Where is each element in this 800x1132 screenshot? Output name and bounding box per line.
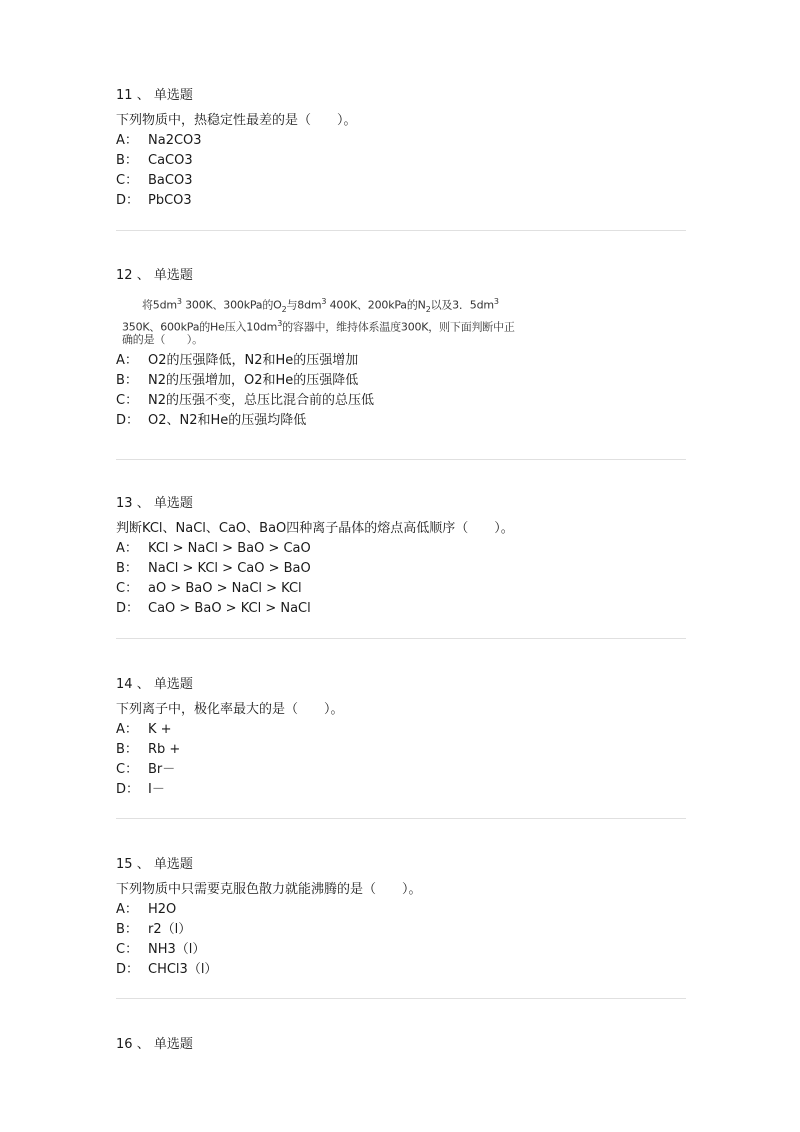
question-stem: 下列物质中只需要克服色散力就能沸腾的是（ ）。 bbox=[116, 882, 422, 897]
question-separator: 、 bbox=[136, 496, 150, 511]
option-d[interactable] bbox=[116, 960, 686, 980]
question-header bbox=[116, 86, 686, 106]
question-16 bbox=[116, 1035, 686, 1055]
option-text: NaCl > KCl > CaO > BaO bbox=[148, 561, 311, 576]
divider bbox=[116, 638, 686, 639]
question-13 bbox=[116, 494, 686, 619]
option-letter: C： bbox=[116, 581, 139, 596]
divider bbox=[116, 230, 686, 231]
option-text: PbCO3 bbox=[148, 193, 192, 208]
question-number: 15 bbox=[116, 857, 133, 872]
option-letter: D： bbox=[116, 782, 140, 797]
option-b[interactable] bbox=[116, 151, 686, 171]
option-text: N2的压强不变，总压比混合前的总压低 bbox=[148, 393, 374, 408]
option-b[interactable] bbox=[116, 371, 686, 391]
option-letter: D： bbox=[116, 962, 140, 977]
option-a[interactable] bbox=[116, 539, 686, 559]
divider bbox=[116, 459, 686, 460]
question-separator: 、 bbox=[136, 88, 150, 103]
option-letter: D： bbox=[116, 601, 140, 616]
option-text: KCl > NaCl > BaO > CaO bbox=[148, 541, 311, 556]
divider bbox=[116, 818, 686, 819]
question-header bbox=[116, 266, 686, 286]
question-separator: 、 bbox=[136, 857, 150, 872]
option-text: aO > BaO > NaCl > KCl bbox=[148, 581, 302, 596]
option-letter: C： bbox=[116, 942, 139, 957]
option-d[interactable] bbox=[116, 780, 686, 800]
question-stem: 判断KCl、NaCl、CaO、BaO四种离子晶体的熔点高低顺序（ ）。 bbox=[116, 521, 514, 536]
option-c[interactable] bbox=[116, 391, 686, 411]
option-a[interactable] bbox=[116, 131, 686, 151]
option-b[interactable] bbox=[116, 740, 686, 760]
question-header bbox=[116, 494, 686, 514]
question-15 bbox=[116, 855, 686, 980]
question-separator: 、 bbox=[136, 677, 150, 692]
option-letter: A： bbox=[116, 722, 138, 737]
option-letter: C： bbox=[116, 762, 139, 777]
option-c[interactable] bbox=[116, 940, 686, 960]
question-type: 单选题 bbox=[153, 677, 193, 692]
option-letter: B： bbox=[116, 373, 138, 388]
question-12 bbox=[116, 266, 686, 431]
option-letter: A： bbox=[116, 353, 138, 368]
question-number: 14 bbox=[116, 677, 133, 692]
question-header bbox=[116, 1035, 686, 1055]
option-text: r2（l） bbox=[148, 922, 192, 937]
option-text: BaCO3 bbox=[148, 173, 193, 188]
option-text: CaO > BaO > KCl > NaCl bbox=[148, 601, 311, 616]
option-text: Na2CO3 bbox=[148, 133, 202, 148]
question-stem: 下列离子中，极化率最大的是（ ）。 bbox=[116, 702, 344, 717]
question-header bbox=[116, 855, 686, 875]
option-letter: B： bbox=[116, 922, 138, 937]
question-header bbox=[116, 675, 686, 695]
option-letter: C： bbox=[116, 173, 139, 188]
option-letter: B： bbox=[116, 561, 138, 576]
question-14 bbox=[116, 675, 686, 800]
option-letter: A： bbox=[116, 541, 138, 556]
option-text: Rb + bbox=[148, 742, 181, 757]
question-separator: 、 bbox=[136, 1037, 150, 1052]
option-text: I－ bbox=[148, 782, 165, 797]
question-stem-image bbox=[116, 293, 686, 351]
question-number: 13 bbox=[116, 496, 133, 511]
option-text: Br－ bbox=[148, 762, 176, 777]
option-text: O2、N2和He的压强均降低 bbox=[148, 413, 307, 428]
question-type: 单选题 bbox=[153, 496, 193, 511]
question-number: 16 bbox=[116, 1037, 133, 1052]
option-a[interactable] bbox=[116, 900, 686, 920]
option-letter: C： bbox=[116, 393, 139, 408]
option-text: K + bbox=[148, 722, 172, 737]
option-text: O2的压强降低，N2和He的压强增加 bbox=[148, 353, 359, 368]
option-letter: D： bbox=[116, 413, 140, 428]
option-letter: B： bbox=[116, 153, 138, 168]
option-text: N2的压强增加，O2和He的压强降低 bbox=[148, 373, 359, 388]
option-a[interactable] bbox=[116, 351, 686, 371]
question-type: 单选题 bbox=[153, 268, 193, 283]
option-letter: A： bbox=[116, 902, 138, 917]
option-d[interactable] bbox=[116, 411, 686, 431]
question-type: 单选题 bbox=[153, 88, 193, 103]
option-letter: B： bbox=[116, 742, 138, 757]
option-a[interactable] bbox=[116, 720, 686, 740]
question-type: 单选题 bbox=[153, 857, 193, 872]
question-number: 12 bbox=[116, 268, 133, 283]
option-letter: D： bbox=[116, 193, 140, 208]
question-separator: 、 bbox=[136, 268, 150, 283]
question-stem: 下列物质中，热稳定性最差的是（ ）。 bbox=[116, 113, 357, 128]
stem-line-1: 将$5dm^3$ 300K、300kPa的$O_2$与$8dm^3$ 400K、200kPa的$N_2$以及3．$5dm^3$ bbox=[142, 297, 499, 314]
option-b[interactable] bbox=[116, 559, 686, 579]
option-c[interactable] bbox=[116, 579, 686, 599]
option-text: CHCl3（l） bbox=[148, 962, 218, 977]
option-d[interactable] bbox=[116, 599, 686, 619]
stem-line-3: 确的是（ ）。 bbox=[122, 333, 203, 346]
question-type: 单选题 bbox=[153, 1037, 193, 1052]
stem-line-2: 350K、600kPa的He压入$10dm^3$的容器中，维持体系温度300K，则下面判断中正 bbox=[122, 319, 515, 334]
option-b[interactable] bbox=[116, 920, 686, 940]
option-text: H2O bbox=[148, 902, 177, 917]
option-letter: A： bbox=[116, 133, 138, 148]
divider bbox=[116, 998, 686, 999]
option-c[interactable] bbox=[116, 171, 686, 191]
question-number: 11 bbox=[116, 88, 133, 103]
option-text: CaCO3 bbox=[148, 153, 193, 168]
question-11 bbox=[116, 86, 686, 211]
option-d[interactable] bbox=[116, 191, 686, 211]
option-text: NH3（l） bbox=[148, 942, 206, 957]
option-c[interactable] bbox=[116, 760, 686, 780]
